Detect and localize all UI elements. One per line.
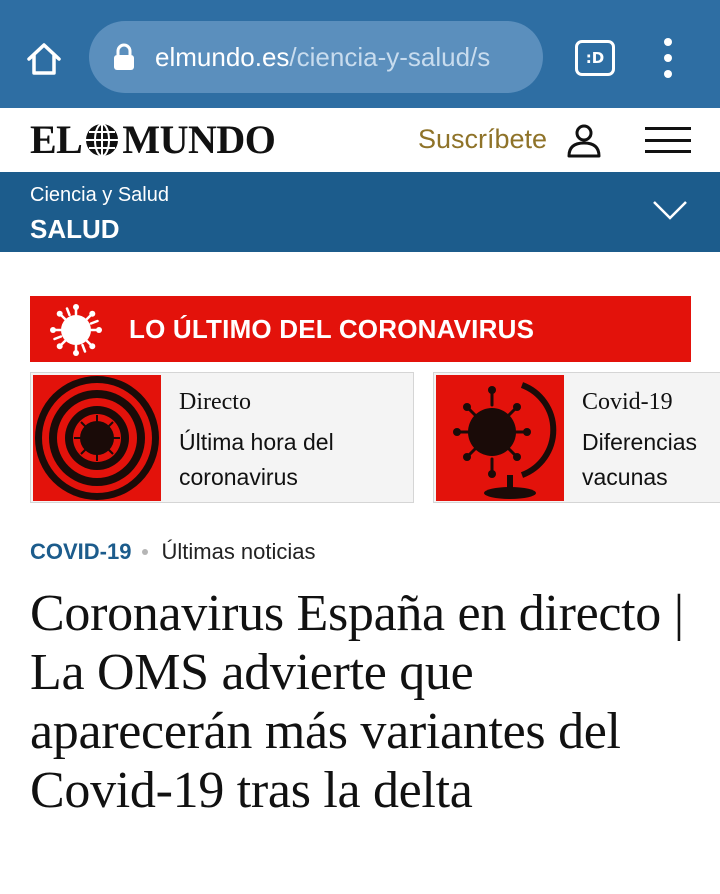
- virus-icon: [50, 304, 102, 356]
- card-kicker: Covid-19: [582, 389, 673, 415]
- card-thumbnail: [33, 375, 161, 501]
- card-thumbnail: [436, 375, 564, 501]
- article-meta: [30, 537, 316, 567]
- browser-toolbar: [0, 0, 720, 108]
- card-title-line: vacunas: [582, 464, 668, 490]
- url-domain: elmundo.es: [155, 41, 290, 72]
- virus-target-icon: [33, 375, 161, 501]
- more-vert-icon[interactable]: [654, 38, 682, 78]
- tab-switcher-button[interactable]: :D: [575, 40, 615, 76]
- site-logo[interactable]: [30, 117, 276, 162]
- section-parent[interactable]: Ciencia y Salud: [30, 184, 169, 206]
- coronavirus-banner[interactable]: [30, 296, 691, 362]
- news-card[interactable]: [30, 372, 414, 503]
- logo-text-left: EL: [30, 117, 83, 162]
- url-text: [155, 42, 490, 73]
- site-header: [0, 108, 720, 172]
- card-kicker: Directo: [179, 389, 251, 415]
- news-carousel[interactable]: [0, 372, 720, 504]
- card-title-line: Diferencias: [582, 429, 698, 455]
- news-card[interactable]: [433, 372, 720, 503]
- hamburger-icon[interactable]: [645, 127, 691, 153]
- section-nav[interactable]: [0, 172, 720, 252]
- logo-text-right: MUNDO: [122, 117, 276, 162]
- chevron-down-icon[interactable]: [652, 198, 688, 224]
- lock-icon: [113, 42, 135, 72]
- card-title-line: coronavirus: [179, 464, 298, 490]
- card-title: [582, 425, 702, 495]
- home-button[interactable]: [22, 37, 66, 81]
- virus-globe-icon: [436, 375, 564, 501]
- banner-title: LO ÚLTIMO DEL CORONAVIRUS: [129, 314, 535, 344]
- section-title: SALUD: [30, 214, 120, 244]
- home-icon: [25, 40, 63, 78]
- user-icon[interactable]: [566, 122, 602, 158]
- address-bar[interactable]: [89, 21, 543, 93]
- card-title: [179, 425, 405, 495]
- separator-dot: [142, 549, 148, 555]
- card-title-line: Última hora del: [179, 429, 334, 455]
- article-category[interactable]: Últimas noticias: [161, 539, 316, 564]
- subscribe-link[interactable]: Suscríbete: [418, 124, 548, 154]
- article-headline: Coronavirus España en directo | La OMS advierte que aparecerán más variantes del Covid-19 tras la delta: [30, 585, 684, 819]
- globe-icon: [84, 122, 120, 158]
- article-tag[interactable]: COVID-19: [30, 539, 132, 564]
- url-path: /ciencia-y-salud/s: [289, 41, 491, 72]
